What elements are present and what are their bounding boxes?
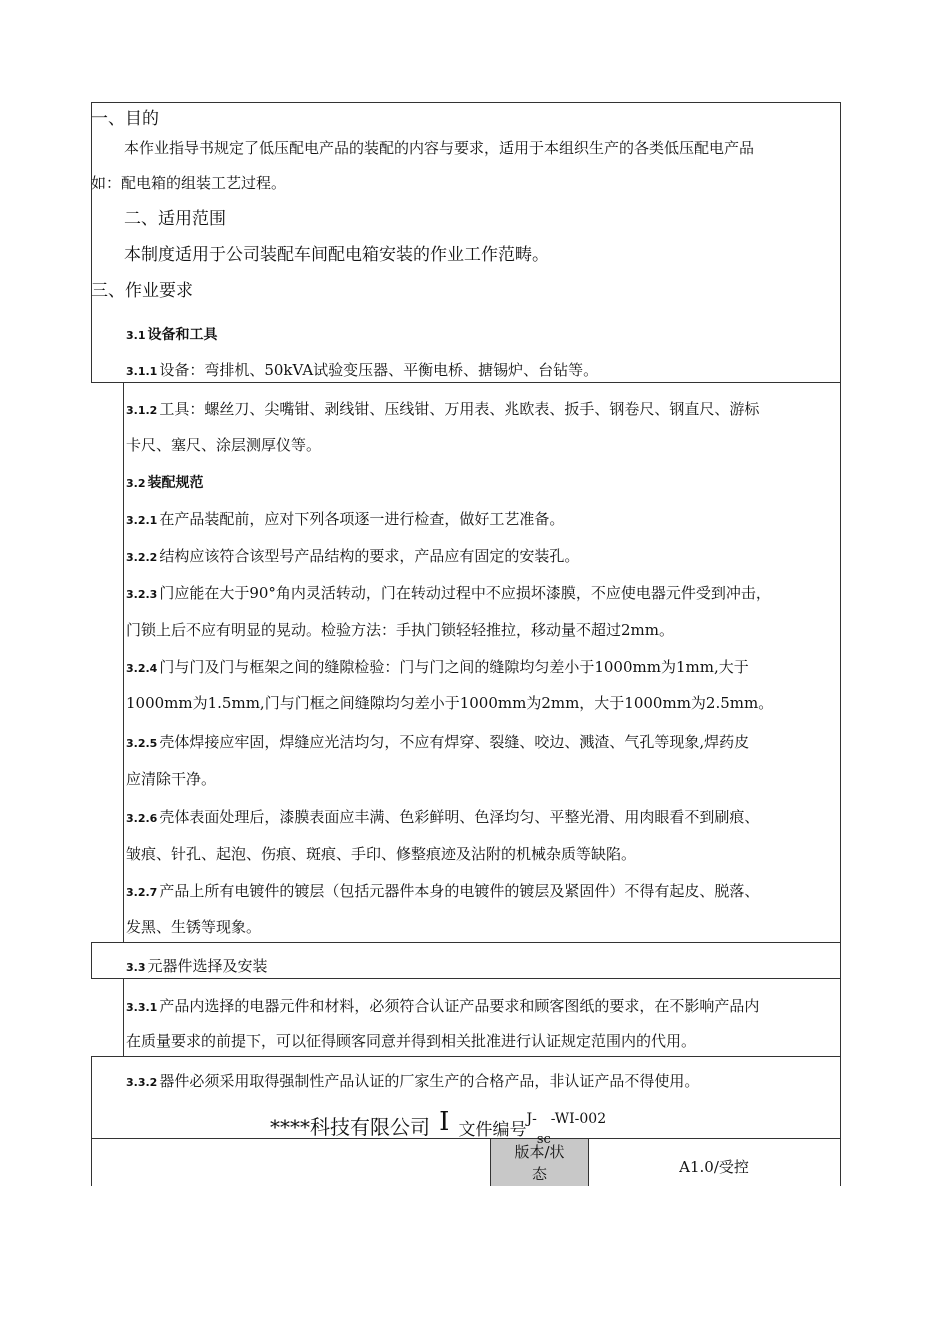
footer-title-row — [270, 1102, 607, 1147]
s331-line2: 在质量要求的前提下，可以征得顾客同意并得到相关批准进行认证规定范围内的代用。 — [126, 1032, 697, 1050]
s32-heading — [126, 472, 204, 492]
row2-left-line — [91, 942, 92, 978]
s327-text1: 产品上所有电镀件的镀层（包括元器件本身的电镀件的镀层及紧固件）不得有起皮、脱落、 — [159, 882, 760, 900]
doc-number-label: 文件编号 — [458, 1120, 527, 1140]
row-divider-1 — [91, 382, 840, 383]
s327-line1 — [126, 880, 759, 901]
s311-num: 3.1.1 — [126, 365, 158, 378]
s324-line1 — [126, 656, 749, 677]
s325-line1 — [126, 731, 749, 752]
row-divider-4 — [91, 1056, 840, 1057]
s312-text1: 工具：螺丝刀、尖嘴钳、剥线钳、压线钳、万用表、兆欧表、扳手、钢卷尺、钢直尺、游标 — [159, 400, 760, 418]
footer-left-line — [91, 1056, 92, 1186]
s321-line — [126, 508, 564, 529]
section1-para-line1: 本作业指导书规定了低压配电产品的装配的内容与要求，适用于本组织生产的各类低压配电产品 — [124, 139, 755, 157]
row-divider-3 — [91, 978, 840, 979]
s324-text1: 门与门及门与框架之间的缝隙检验：门与门之间的缝隙均匀差小于1000mm为1mm,大于 — [159, 658, 749, 676]
s323-line1 — [126, 582, 771, 603]
section1-heading: 一、目的 — [91, 109, 159, 129]
s331-line1 — [126, 995, 759, 1016]
s321-num: 3.2.1 — [126, 514, 158, 527]
s312-line2: 卡尺、塞尺、涂层测厚仪等。 — [126, 436, 322, 454]
s322-line — [126, 545, 579, 566]
frame-left-line — [91, 102, 92, 382]
version-label-line1: 版本/状 — [514, 1143, 565, 1161]
s32-num: 3.2 — [126, 477, 146, 490]
s324-line2: 1000mm为1.5mm,门与门框之间缝隙均匀差小于1000mm为2mm，大于1000mm为2.5mm。 — [126, 694, 774, 712]
version-value: A1.0/受控 — [679, 1158, 749, 1176]
section2-heading: 二、适用范围 — [124, 209, 226, 229]
s331-text1: 产品内选择的电器元件和材料，必须符合认证产品要求和顾客图纸的要求，在不影响产品内 — [159, 997, 760, 1015]
s312-line1 — [126, 398, 759, 419]
s32-title: 装配规范 — [147, 475, 204, 491]
s311-line — [126, 359, 598, 380]
version-label — [491, 1141, 588, 1185]
s311-text: 设备：弯排机、50kVA试验变压器、平衡电桥、搪锡炉、台钻等。 — [159, 361, 599, 379]
s321-text: 在产品装配前，应对下列各项逐一进行检查，做好工艺准备。 — [159, 510, 565, 528]
s331-num: 3.3.1 — [126, 1001, 158, 1014]
doc-number-suffix: -WI-002 — [550, 1111, 607, 1127]
s325-num: 3.2.5 — [126, 737, 158, 750]
s326-line2: 皱痕、针孔、起泡、伤痕、斑痕、手印、修整痕迹及沾附的机械杂质等缺陷。 — [126, 845, 637, 863]
s323-text1: 门应能在大于90°角内灵活转动，门在转动过程中不应损坏漆膜，不应使电器元件受到冲击， — [159, 584, 771, 602]
frame-top-line — [91, 102, 840, 103]
s326-text1: 壳体表面处理后，漆膜表面应丰满、色彩鲜明、色泽均匀、平整光滑、用肉眼看不到刷痕、 — [159, 808, 760, 826]
footer-separator: I — [439, 1107, 450, 1137]
section2-para: 本制度适用于公司装配车间配电箱安装的作业工作范畴。 — [124, 245, 549, 265]
s312-num: 3.1.2 — [126, 404, 158, 417]
doc-number-sub: sc — [536, 1132, 551, 1147]
section3-heading: 三、作业要求 — [91, 281, 193, 301]
s324-num: 3.2.4 — [126, 662, 158, 675]
s326-line1 — [126, 806, 759, 827]
s322-text: 结构应该符合该型号产品结构的要求，产品应有固定的安装孔。 — [159, 547, 580, 565]
doc-number-prefix: J- — [526, 1111, 537, 1127]
s31-num: 3.1 — [126, 329, 146, 342]
s326-num: 3.2.6 — [126, 812, 158, 825]
section1-para-line2: 如：配电箱的组装工艺过程。 — [91, 174, 287, 192]
s332-text: 器件必须采用取得强制性产品认证的厂家生产的合格产品，非认证产品不得使用。 — [159, 1072, 700, 1090]
s325-text1: 壳体焊接应牢固，焊缝应光洁均匀，不应有焊穿、裂缝、咬边、溅渣、气孔等现象,焊药皮 — [159, 733, 750, 751]
s327-line2: 发黑、生锈等现象。 — [126, 918, 262, 936]
s332-num: 3.3.2 — [126, 1076, 158, 1089]
s323-line2: 门锁上后不应有明显的晃动。检验方法：手执门锁轻轻推拉，移动量不超过2mm。 — [126, 621, 674, 639]
s322-num: 3.2.2 — [126, 551, 158, 564]
s33-num: 3.3 — [126, 961, 146, 974]
inner-left-line-2 — [123, 978, 124, 1056]
version-cell-right-line — [840, 1138, 841, 1186]
s327-num: 3.2.7 — [126, 886, 158, 899]
company-name: ****科技有限公司 — [270, 1115, 430, 1139]
s325-line2: 应清除干净。 — [126, 770, 217, 788]
s323-num: 3.2.3 — [126, 588, 158, 601]
version-label-line2: 态 — [531, 1165, 547, 1183]
s31-title: 设备和工具 — [147, 327, 218, 343]
s332-line — [126, 1070, 699, 1091]
s33-heading — [126, 955, 268, 976]
row-divider-2 — [91, 942, 840, 943]
frame-right-line — [840, 102, 841, 1138]
s31-heading — [126, 324, 218, 344]
inner-left-line-1 — [123, 382, 124, 942]
s33-title: 元器件选择及安装 — [147, 957, 268, 975]
